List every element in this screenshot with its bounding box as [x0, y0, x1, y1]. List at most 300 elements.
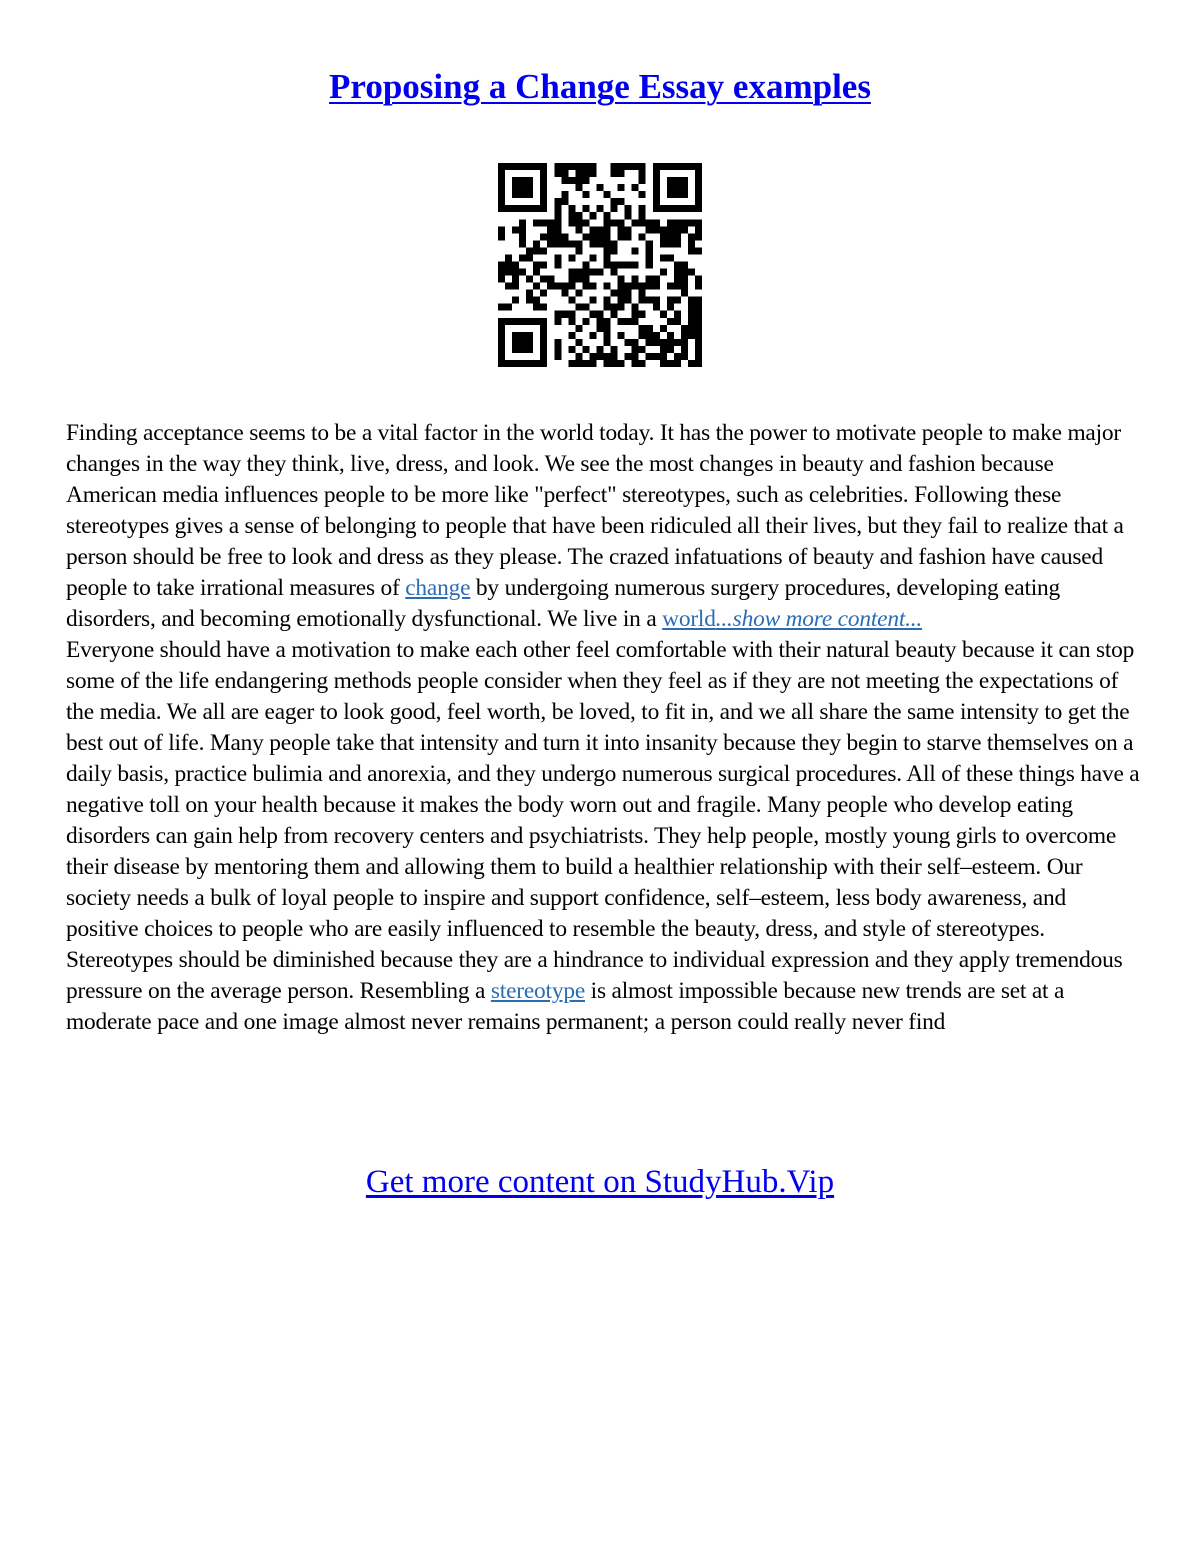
qr-module [505, 360, 512, 367]
qr-module [547, 233, 554, 240]
qr-module [695, 353, 702, 360]
qr-module [667, 226, 674, 233]
qr-module [611, 346, 618, 353]
qr-module [540, 318, 547, 325]
qr-module [667, 297, 674, 304]
qr-module [625, 233, 632, 240]
qr-module [681, 261, 688, 268]
qr-module [625, 339, 632, 346]
qr-module [695, 318, 702, 325]
qr-module [540, 170, 547, 177]
qr-module [674, 311, 681, 318]
qr-module [526, 339, 533, 346]
qr-module [582, 177, 589, 184]
qr-module [639, 290, 646, 297]
qr-module [653, 332, 660, 339]
qr-module [540, 339, 547, 346]
qr-module [582, 360, 589, 367]
qr-module [526, 318, 533, 325]
qr-module [498, 198, 505, 205]
qr-module [695, 276, 702, 283]
qr-module [512, 318, 519, 325]
qr-module [596, 205, 603, 212]
qr-module [540, 247, 547, 254]
qr-module [625, 163, 632, 170]
qr-module [498, 269, 505, 276]
keyword-link-stereotype[interactable]: stereotype [490, 978, 586, 1004]
qr-module [667, 163, 674, 170]
qr-module [681, 226, 688, 233]
qr-module [688, 318, 695, 325]
qr-module [674, 219, 681, 226]
qr-module [512, 283, 519, 290]
qr-module [589, 254, 596, 261]
title-link[interactable]: Proposing a Change Essay examples [329, 67, 871, 106]
qr-module [667, 318, 674, 325]
qr-module [646, 276, 653, 283]
qr-module [575, 226, 582, 233]
qr-module [646, 240, 653, 247]
cta-line [0, 1162, 1200, 1202]
qr-module [646, 226, 653, 233]
qr-module [526, 332, 533, 339]
qr-module [575, 247, 582, 254]
qr-module [695, 226, 702, 233]
qr-module [554, 233, 561, 240]
qr-module [575, 304, 582, 311]
qr-module [519, 219, 526, 226]
qr-module [674, 205, 681, 212]
qr-module [533, 360, 540, 367]
qr-module [695, 332, 702, 339]
qr-module [540, 304, 547, 311]
qr-module [639, 177, 646, 184]
qr-module [575, 163, 582, 170]
qr-module [526, 191, 533, 198]
qr-module [639, 325, 646, 332]
qr-module [674, 360, 681, 367]
qr-module [695, 163, 702, 170]
qr-module [540, 191, 547, 198]
qr-module [618, 233, 625, 240]
qr-module [639, 346, 646, 353]
paragraph-2-text-b: is almost impossible because new trends are set at a moderate pace and one image almost never remains permanent; a person could really never find [66, 978, 1065, 1035]
qr-module [639, 191, 646, 198]
qr-module [611, 219, 618, 226]
qr-module [688, 304, 695, 311]
qr-module [695, 311, 702, 318]
qr-module [512, 226, 519, 233]
qr-module [554, 353, 561, 360]
qr-module [611, 311, 618, 318]
qr-module [681, 290, 688, 297]
qr-module [533, 297, 540, 304]
qr-module [575, 269, 582, 276]
qr-module [639, 332, 646, 339]
qr-module [540, 177, 547, 184]
qr-module [526, 205, 533, 212]
qr-module [695, 247, 702, 254]
qr-module [561, 283, 568, 290]
qr-module [512, 205, 519, 212]
qr-module [540, 198, 547, 205]
qr-module [519, 254, 526, 261]
qr-module [604, 212, 611, 219]
qr-module [646, 339, 653, 346]
qr-module [639, 205, 646, 212]
qr-module [498, 205, 505, 212]
qr-module [575, 353, 582, 360]
qr-module [674, 283, 681, 290]
qr-module [646, 297, 653, 304]
qr-module [582, 163, 589, 170]
qr-module [589, 240, 596, 247]
qr-module [674, 240, 681, 247]
qr-module [695, 325, 702, 332]
qr-module [611, 304, 618, 311]
qr-module [646, 325, 653, 332]
keyword-link-world[interactable]: world [662, 606, 716, 632]
qr-module [519, 191, 526, 198]
qr-module [646, 332, 653, 339]
qr-module [540, 346, 547, 353]
qr-module [512, 177, 519, 184]
qr-module [519, 184, 526, 191]
qr-module [568, 276, 575, 283]
qr-module [498, 191, 505, 198]
qr-module [681, 184, 688, 191]
qr-module [695, 170, 702, 177]
qr-module [639, 360, 646, 367]
qr-module [498, 353, 505, 360]
qr-module [589, 163, 596, 170]
qr-module [561, 290, 568, 297]
qr-module [498, 233, 505, 240]
qr-module [596, 184, 603, 191]
qr-module [646, 219, 653, 226]
qr-module [604, 332, 611, 339]
qr-module [611, 360, 618, 367]
qr-module [646, 254, 653, 261]
qr-module [589, 332, 596, 339]
qr-module [618, 318, 625, 325]
qr-module [625, 261, 632, 268]
qr-module [632, 247, 639, 254]
qr-module [540, 353, 547, 360]
qr-module [611, 170, 618, 177]
qr-module [618, 297, 625, 304]
qr-module [575, 219, 582, 226]
qr-module [575, 212, 582, 219]
qr-module [568, 240, 575, 247]
qr-module [695, 191, 702, 198]
qr-module [589, 353, 596, 360]
qr-module [568, 332, 575, 339]
qr-module [646, 283, 653, 290]
qr-module [568, 318, 575, 325]
qr-module [547, 219, 554, 226]
paragraph-1-text-a: Finding acceptance seems to be a vital factor in the world today. It has the power to motivate people to make major changes in the way they think, live, dress, and look. We see the most changes in beauty and fashion because American media influences people to be more like "perfect" stereotypes, such as celebrities. Following these stereotypes gives a sense of belonging to people that have been ridiculed all their lives, but they fail to realize that a person should be free to look and dress as they please. The crazed infatuations of beauty and fashion have caused people to take irrational measures of [66, 420, 1124, 601]
qr-module [554, 219, 561, 226]
qr-module [505, 163, 512, 170]
qr-module [568, 254, 575, 261]
qr-module [582, 219, 589, 226]
qr-module [688, 311, 695, 318]
qr-module [568, 283, 575, 290]
qr-module [681, 283, 688, 290]
qr-module [667, 304, 674, 311]
qr-module [519, 233, 526, 240]
qr-module [625, 353, 632, 360]
essay-paragraph-1 [66, 418, 1140, 635]
qr-module [512, 339, 519, 346]
qr-module [582, 346, 589, 353]
qr-module [505, 269, 512, 276]
qr-module [618, 163, 625, 170]
qr-module [667, 205, 674, 212]
qr-module [653, 297, 660, 304]
qr-module [639, 170, 646, 177]
qr-module [688, 233, 695, 240]
qr-module [596, 353, 603, 360]
qr-module [533, 205, 540, 212]
qr-module [540, 332, 547, 339]
qr-module [512, 191, 519, 198]
qr-module [604, 339, 611, 346]
qr-module [575, 290, 582, 297]
qr-module [695, 304, 702, 311]
qr-module [667, 339, 674, 346]
qr-module [575, 170, 582, 177]
qr-module [575, 184, 582, 191]
qr-module [512, 276, 519, 283]
qr-module [589, 311, 596, 318]
qr-module [519, 332, 526, 339]
qr-module [540, 205, 547, 212]
qr-module [575, 276, 582, 283]
qr-module [505, 261, 512, 268]
qr-module [554, 240, 561, 247]
qr-module [604, 240, 611, 247]
essay-body [66, 418, 1140, 1038]
qr-module [547, 283, 554, 290]
qr-module [695, 205, 702, 212]
qr-module [561, 191, 568, 198]
qr-module [667, 191, 674, 198]
show-more-link[interactable]: ...show more content... [715, 606, 923, 632]
qr-module [540, 233, 547, 240]
qr-module [582, 191, 589, 198]
qr-module [604, 360, 611, 367]
qr-module [498, 276, 505, 283]
qr-module [660, 339, 667, 346]
qr-module [653, 198, 660, 205]
qr-module [498, 226, 505, 233]
qr-module [554, 205, 561, 212]
qr-module [604, 254, 611, 261]
paragraph-1-text-b: by undergoing numerous surgery procedures, developing eating disorders, and becoming emotionally dysfunctional. We live in a [66, 575, 1061, 632]
qr-module [512, 346, 519, 353]
qr-module [561, 311, 568, 318]
qr-module [568, 269, 575, 276]
qr-module [667, 346, 674, 353]
qr-module [688, 240, 695, 247]
qr-module [526, 290, 533, 297]
qr-module [618, 332, 625, 339]
qr-module [604, 233, 611, 240]
qr-module [554, 318, 561, 325]
qr-module [568, 205, 575, 212]
qr-module [681, 269, 688, 276]
qr-module [604, 304, 611, 311]
qr-module [575, 177, 582, 184]
qr-module [547, 240, 554, 247]
qr-module [632, 346, 639, 353]
qr-module [582, 318, 589, 325]
essay-paragraph-2 [66, 635, 1140, 1038]
qr-module [582, 205, 589, 212]
qr-module [533, 261, 540, 268]
qr-module [554, 170, 561, 177]
qr-module [632, 360, 639, 367]
qr-module [589, 226, 596, 233]
qr-module [568, 163, 575, 170]
qr-module [498, 325, 505, 332]
qr-module [596, 325, 603, 332]
qr-module [653, 304, 660, 311]
qr-module [646, 247, 653, 254]
qr-module [695, 219, 702, 226]
qr-module [632, 339, 639, 346]
qr-module [533, 318, 540, 325]
qr-module [653, 205, 660, 212]
qr-module [632, 163, 639, 170]
qr-module [526, 177, 533, 184]
qr-module [604, 191, 611, 198]
qr-module [596, 233, 603, 240]
qr-module [611, 198, 618, 205]
qr-module [660, 353, 667, 360]
qr-module [512, 297, 519, 304]
qr-module [582, 283, 589, 290]
qr-module [512, 163, 519, 170]
qr-module [540, 219, 547, 226]
qr-module [589, 297, 596, 304]
qr-module [618, 276, 625, 283]
qr-module [554, 212, 561, 219]
qr-module [625, 212, 632, 219]
qr-module [540, 163, 547, 170]
qr-module [582, 233, 589, 240]
qr-module [618, 360, 625, 367]
qr-module [505, 318, 512, 325]
qr-module [561, 170, 568, 177]
qr-module [519, 177, 526, 184]
qr-module [639, 233, 646, 240]
qr-module [618, 219, 625, 226]
qr-module [512, 184, 519, 191]
qr-module [611, 205, 618, 212]
qr-module [561, 233, 568, 240]
qr-module [589, 170, 596, 177]
qr-module [674, 233, 681, 240]
qr-module [625, 318, 632, 325]
qr-module [596, 226, 603, 233]
qr-module [554, 198, 561, 205]
qr-module [533, 247, 540, 254]
qr-module [688, 205, 695, 212]
qr-module [695, 346, 702, 353]
qr-module [695, 198, 702, 205]
qr-module [519, 205, 526, 212]
qr-module [618, 184, 625, 191]
qr-module [611, 240, 618, 247]
qr-module [674, 177, 681, 184]
qr-module [681, 177, 688, 184]
qr-module [681, 332, 688, 339]
qr-module [625, 297, 632, 304]
qr-module [554, 346, 561, 353]
qr-module [554, 261, 561, 268]
qr-module [653, 219, 660, 226]
qr-module [681, 191, 688, 198]
qr-code-icon [498, 163, 702, 367]
qr-module [604, 325, 611, 332]
qr-module [554, 339, 561, 346]
qr-module [639, 297, 646, 304]
paragraph-2-text-a: Everyone should have a motivation to make each other feel comfortable with their natural beauty because it can stop some of the life endangering methods people consider when they feel as if they are not meeting the expectations of the media. We all are eager to look good, feel worth, be loved, to fit in, and we all share the same intensity to get the best out of life. Many people take that intensity and turn it into insanity because they begin to starve themselves on a daily basis, practice bulimia and anorexia, and they undergo numerous surgical procedures. All of these things have a negative toll on your health because it makes the body worn out and fragile. Many people who develop eating disorders can gain help from recovery centers and psychiatrists. They help people, mostly young girls to overcome their disease by mentoring them and allowing them to build a healthier relationship with their self–esteem. Our society needs a bulk of loyal people to inspire and support confidence, self–esteem, less body awareness, and positive choices to people who are easily influenced to resemble the beauty, dress, and style of stereotypes. Stereotypes should be diminished because they are a hindrance to individual expression and they apply tremendous pressure on the average person. Resembling a [66, 637, 1140, 1004]
qr-module [519, 346, 526, 353]
qr-module [632, 261, 639, 268]
qr-module [498, 346, 505, 353]
qr-module [681, 163, 688, 170]
qr-module [554, 311, 561, 318]
qr-module [674, 318, 681, 325]
qr-module [526, 254, 533, 261]
qr-module [589, 212, 596, 219]
qr-module [625, 283, 632, 290]
qr-module [653, 184, 660, 191]
qr-module [611, 353, 618, 360]
qr-module [653, 163, 660, 170]
qr-module [632, 219, 639, 226]
qr-module [674, 163, 681, 170]
qr-module [526, 163, 533, 170]
qr-module [505, 205, 512, 212]
qr-module [639, 283, 646, 290]
qr-module [695, 283, 702, 290]
keyword-link-change[interactable]: change [405, 575, 471, 601]
qr-module [674, 353, 681, 360]
qr-module [498, 163, 505, 170]
qr-module [512, 332, 519, 339]
qr-module [667, 177, 674, 184]
qr-module [498, 170, 505, 177]
qr-module [547, 276, 554, 283]
qr-module [632, 353, 639, 360]
qr-code-graphic [498, 163, 702, 367]
qr-module [498, 360, 505, 367]
qr-module [596, 346, 603, 353]
cta-link[interactable]: Get more content on StudyHub.Vip [365, 1164, 835, 1200]
qr-module [568, 360, 575, 367]
qr-module [582, 276, 589, 283]
qr-module [695, 177, 702, 184]
qr-module [533, 219, 540, 226]
qr-module [540, 360, 547, 367]
qr-module [681, 353, 688, 360]
qr-module [568, 219, 575, 226]
